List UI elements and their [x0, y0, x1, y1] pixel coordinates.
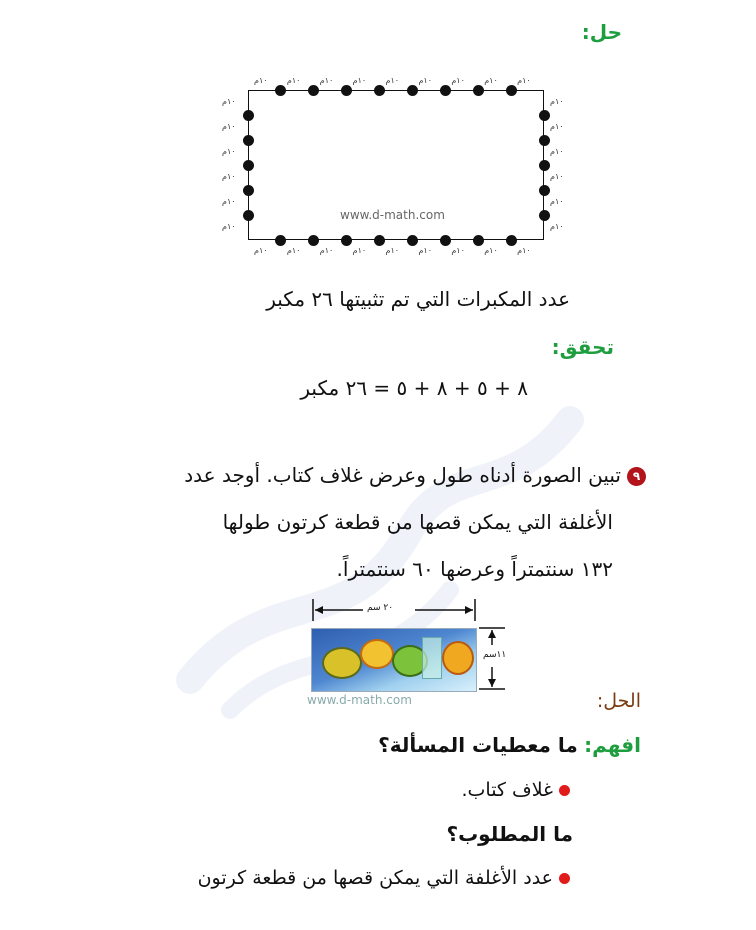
fish-illustration [442, 641, 474, 675]
speaker-dot [374, 85, 385, 96]
book-cover-figure [305, 595, 515, 707]
speakers-diagram [215, 70, 575, 265]
segment-length-label: ١٠م [550, 97, 564, 106]
check-equation: ٨ + ٥ + ٨ + ٥ = ٢٦ مكبر [300, 376, 528, 400]
speaker-dot [243, 210, 254, 221]
segment-length-label: ١٠م [352, 76, 367, 85]
speaker-dot [539, 185, 550, 196]
segment-length-label: ١٠م [319, 246, 334, 255]
segment-length-label: ١٠م [222, 197, 236, 206]
speaker-dot [243, 185, 254, 196]
segment-length-label: ١٠م [286, 76, 301, 85]
problem-text-1: تبين الصورة أدناه طول وعرض غلاف كتاب. أوجد عدد [184, 463, 621, 487]
segment-length-label: ١٠م [352, 246, 367, 255]
speaker-dot [308, 85, 319, 96]
segment-length-label: ١٠م [550, 222, 564, 231]
segment-length-label: ١٠م [222, 122, 236, 131]
speaker-dot [407, 85, 418, 96]
fish-illustration [360, 639, 394, 669]
segment-length-label: ١٠م [418, 246, 432, 255]
segment-length-label: ١٠م [222, 97, 236, 106]
segment-length-label: ١٠م [319, 76, 334, 85]
segment-length-label: ١٠م [222, 222, 236, 231]
glass-jar-illustration [422, 637, 442, 679]
speaker-dot [473, 235, 484, 246]
understand-prefix: افهم: [584, 733, 641, 757]
understand-line [378, 733, 641, 757]
given-text: غلاف كتاب. [461, 779, 553, 801]
speaker-dot [473, 85, 484, 96]
speaker-dot [506, 85, 517, 96]
required-text: عدد الأغلفة التي يمكن قصها من قطعة كرتون [197, 867, 553, 889]
required-question: ما المطلوب؟ [446, 822, 573, 846]
segment-length-label: ١٠م [517, 246, 531, 255]
speaker-dot [374, 235, 385, 246]
given-question: ما معطيات المسألة؟ [378, 733, 578, 757]
segment-length-label: ١٠م [385, 246, 400, 255]
book-cover-watermark: www.d-math.com [307, 693, 412, 707]
height-label: ١١سم [483, 650, 507, 660]
speaker-dot [440, 235, 451, 246]
segment-length-label: ١٠م [222, 147, 236, 156]
speaker-dot [243, 110, 254, 121]
speaker-dot [341, 85, 352, 96]
speaker-dot [341, 235, 352, 246]
segment-length-label: ١٠م [550, 147, 564, 156]
speaker-dot [243, 160, 254, 171]
diagram-watermark: www.d-math.com [340, 208, 445, 222]
fish-illustration [322, 647, 362, 679]
problem-line-1 [184, 463, 646, 487]
bullet-icon [559, 873, 570, 884]
solution2-heading: الحل: [596, 690, 641, 712]
segment-length-label: ١٠م [451, 76, 465, 85]
speaker-dot [275, 85, 286, 96]
segment-length-label: ١٠م [222, 172, 236, 181]
speaker-dot [275, 235, 286, 246]
speaker-dot [539, 110, 550, 121]
problem-number-badge: ٩ [627, 467, 646, 486]
speaker-dot [440, 85, 451, 96]
required-item [198, 867, 570, 889]
bullet-icon [559, 785, 570, 796]
result-line: عدد المكبرات التي تم تثبيتها ٢٦ مكبر [266, 287, 570, 311]
segment-length-label: ١٠م [517, 76, 531, 85]
segment-length-label: ١٠م [484, 246, 498, 255]
speaker-dot [308, 235, 319, 246]
segment-length-label: ١٠م [254, 246, 268, 255]
speaker-dot [539, 210, 550, 221]
book-cover-image [311, 628, 477, 692]
speaker-dot [243, 135, 254, 146]
width-label: ٢٠ سم [367, 603, 394, 613]
segment-length-label: ١٠م [550, 172, 564, 181]
speaker-dot [506, 235, 517, 246]
check-heading: تحقق: [551, 335, 614, 359]
solution-heading: حل: [581, 20, 622, 44]
segment-length-label: ١٠م [418, 76, 432, 85]
segment-length-label: ١٠م [286, 246, 301, 255]
segment-length-label: ١٠م [484, 76, 498, 85]
given-item [461, 779, 570, 801]
segment-length-label: ١٠م [254, 76, 268, 85]
speaker-dot [407, 235, 418, 246]
segment-length-label: ١٠م [451, 246, 465, 255]
problem-line-3: ١٣٢ سنتمتراً وعرضها ٦٠ سنتمتراً. [336, 557, 613, 581]
segment-length-label: ١٠م [550, 122, 564, 131]
problem-line-2: الأغلفة التي يمكن قصها من قطعة كرتون طولها [222, 510, 613, 534]
speaker-dot [539, 135, 550, 146]
speaker-dot [539, 160, 550, 171]
segment-length-label: ١٠م [385, 76, 400, 85]
segment-length-label: ١٠م [550, 197, 564, 206]
